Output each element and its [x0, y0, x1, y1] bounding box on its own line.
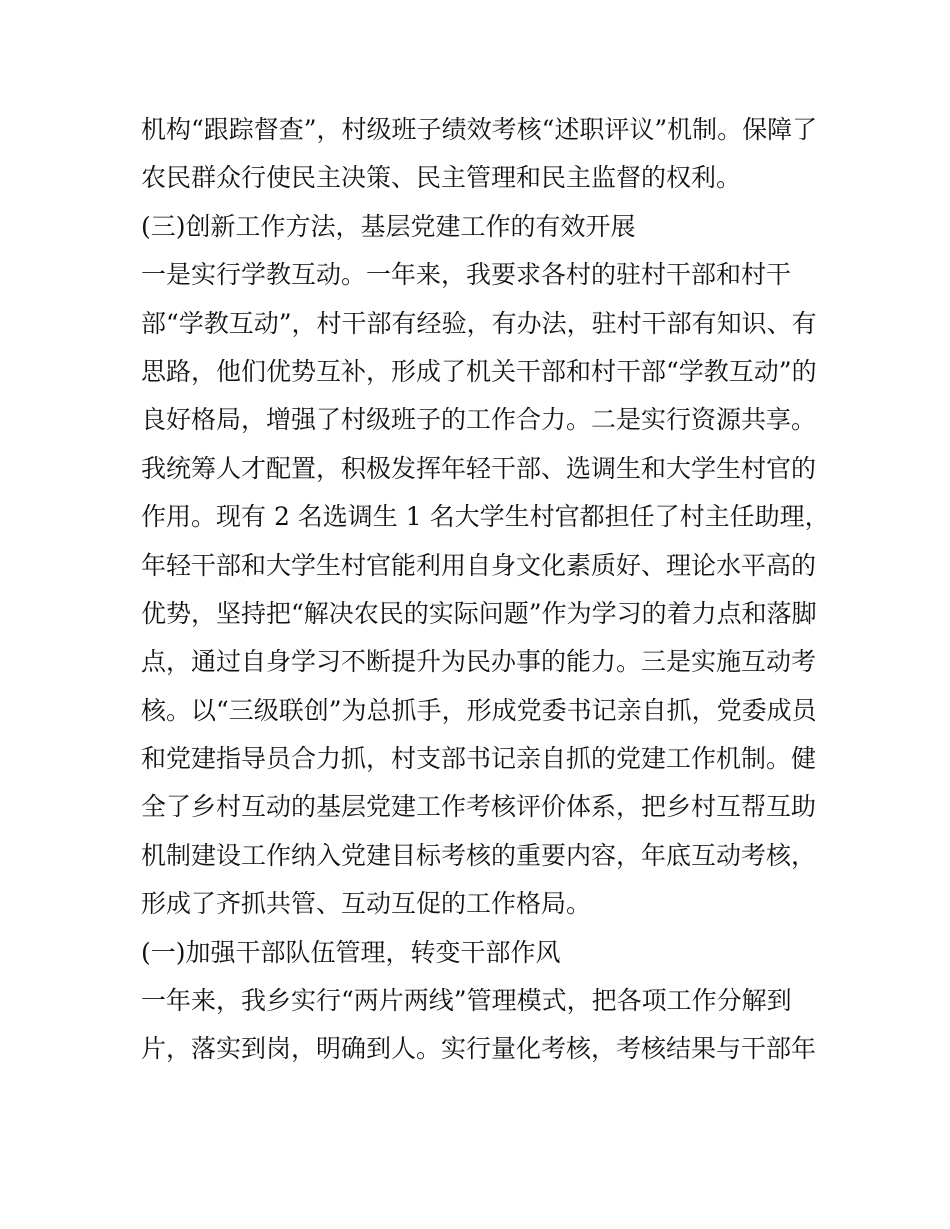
text-line: 形成了齐抓共管、互动互促的工作格局。 — [141, 889, 592, 919]
text-line: 一是实行学教互动。一年来，我要求各村的驻村干部和村干 — [141, 260, 792, 290]
text-line: 优势，坚持把“解决农民的实际问题”作为学习的着力点和落脚 — [141, 598, 817, 628]
text-line: 和党建指导员合力抓，村支部书记亲自抓的党建工作机制。健 — [141, 744, 817, 774]
text-line: 全了乡村互动的基层党建工作考核评价体系，把乡村互帮互助 — [141, 792, 817, 822]
section-heading: (三)创新工作方法，基层党建工作的有效开展 — [141, 211, 636, 241]
document-body — [141, 106, 830, 1074]
text-line: 机构“跟踪督查”，村级班子绩效考核“述职评议”机制。保障了 — [141, 115, 818, 144]
text-line: 作用。现有 2 名选调生 1 名大学生村官都担任了村主任助理， — [141, 502, 830, 532]
text-line: 点，通过自身学习不断提升为民办事的能力。三是实施互动考 — [141, 647, 817, 677]
text-line: 良好格局，增强了村级班子的工作合力。二是实行资源共享。 — [141, 405, 817, 435]
text-line: 农民群众行使民主决策、民主管理和民主监督的权利。 — [141, 163, 742, 193]
text-line: 部“学教互动”，村干部有经验，有办法，驻村干部有知识、有 — [141, 308, 817, 338]
text-line: 一年来，我乡实行“两片两线”管理模式，把各项工作分解到 — [141, 986, 792, 1016]
text-line: 片，落实到岗，明确到人。实行量化考核，考核结果与干部年 — [141, 1034, 817, 1064]
text-line: 机制建设工作纳入党建目标考核的重要内容，年底互动考核， — [141, 840, 817, 870]
text-line: 思路，他们优势互补，形成了机关干部和村干部“学教互动”的 — [141, 356, 817, 386]
text-line: 我统筹人才配置，积极发挥年轻干部、选调生和大学生村官的 — [141, 453, 817, 483]
section-heading: (一)加强干部队伍管理，转变干部作风 — [141, 937, 561, 967]
text-line: 年轻干部和大学生村官能利用自身文化素质好、理论水平高的 — [141, 550, 817, 580]
text-line: 核。以“三级联创”为总抓手，形成党委书记亲自抓，党委成员 — [141, 695, 817, 725]
